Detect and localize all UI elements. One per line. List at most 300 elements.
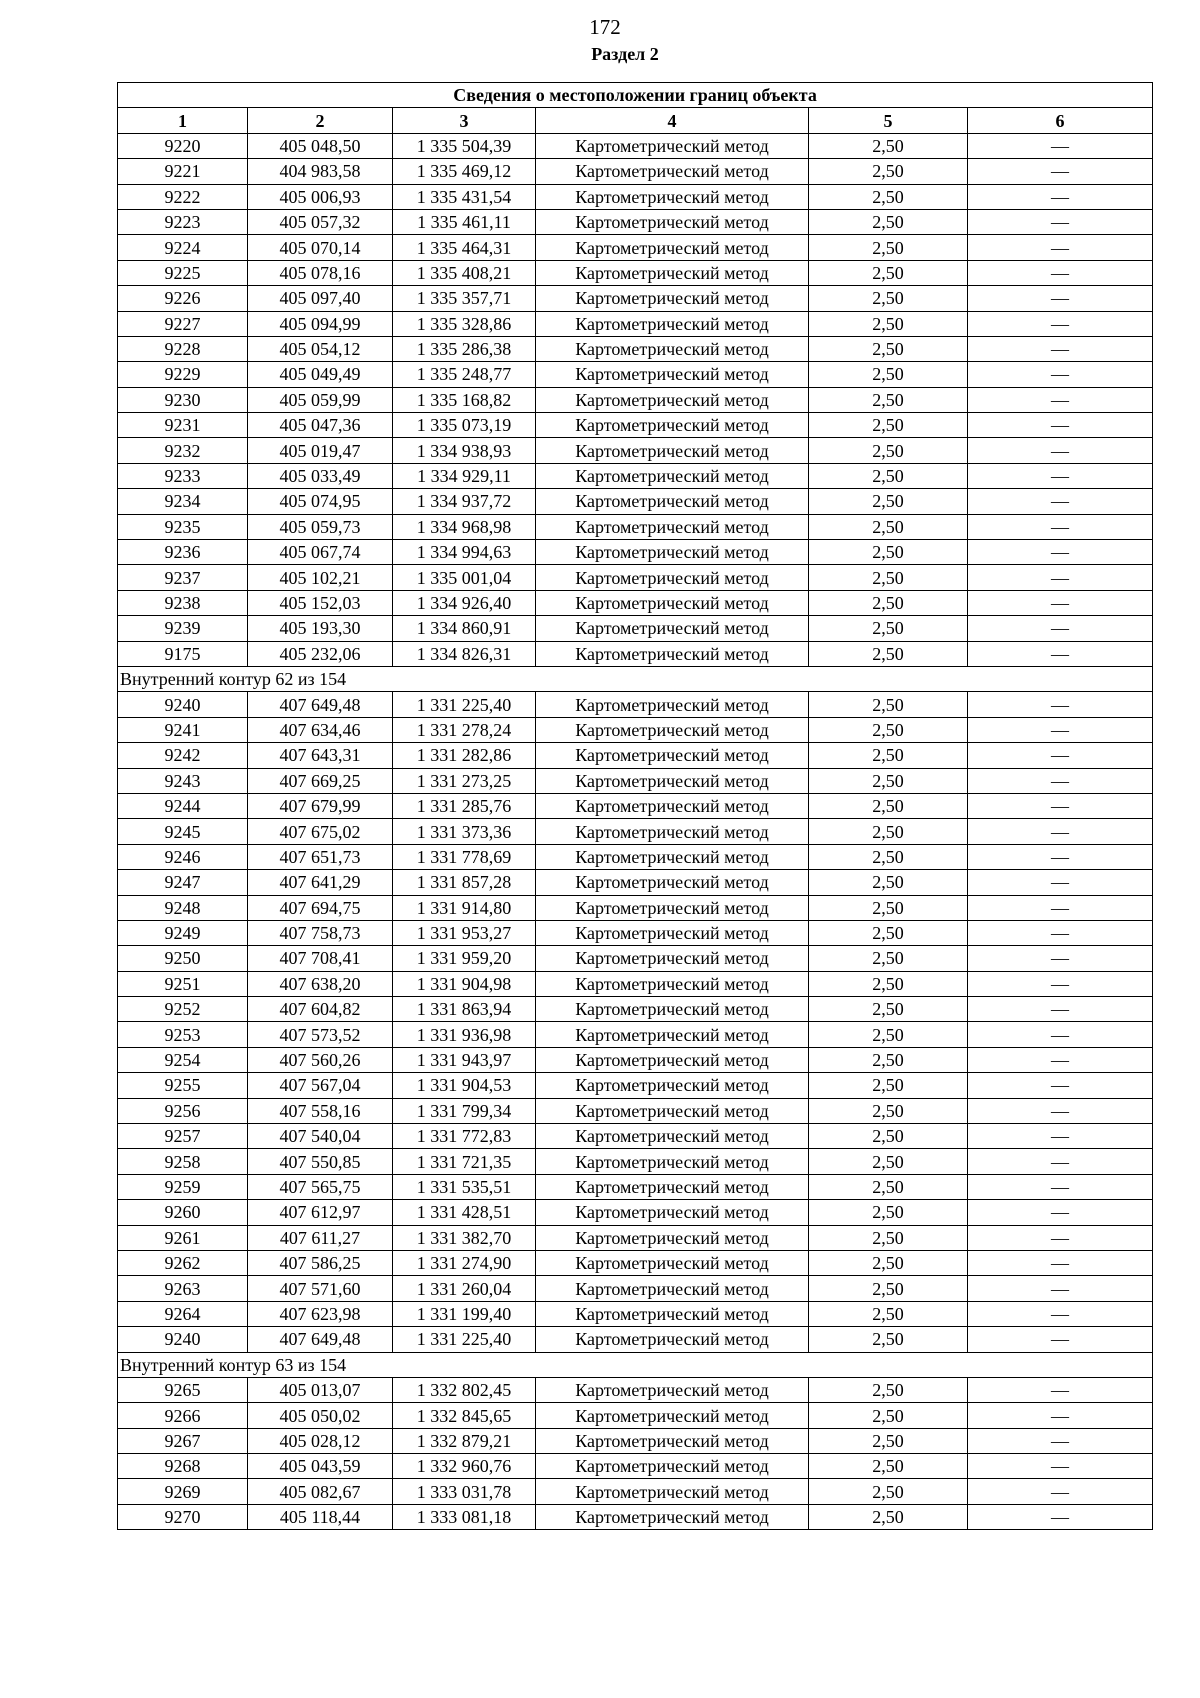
point-number-cell: 9237 xyxy=(118,565,248,590)
x-coordinate-cell: 405 074,95 xyxy=(248,489,393,514)
table-row xyxy=(118,590,1153,615)
point-number-cell: 9247 xyxy=(118,870,248,895)
y-coordinate-cell: 1 331 959,20 xyxy=(393,946,536,971)
description-cell: — xyxy=(968,870,1153,895)
table-row xyxy=(118,692,1153,717)
method-cell: Картометрический метод xyxy=(536,1225,809,1250)
method-cell: Картометрический метод xyxy=(536,260,809,285)
column-header: 3 xyxy=(393,108,536,133)
table-row xyxy=(118,286,1153,311)
point-number-cell: 9227 xyxy=(118,311,248,336)
description-cell: — xyxy=(968,463,1153,488)
point-number-cell: 9256 xyxy=(118,1098,248,1123)
point-number-cell: 9269 xyxy=(118,1479,248,1504)
page-number: 172 xyxy=(589,15,621,39)
method-cell: Картометрический метод xyxy=(536,743,809,768)
point-number-cell: 9250 xyxy=(118,946,248,971)
y-coordinate-cell: 1 331 936,98 xyxy=(393,1022,536,1047)
description-cell: — xyxy=(968,1428,1153,1453)
accuracy-cell: 2,50 xyxy=(809,1479,968,1504)
y-coordinate-cell: 1 331 274,90 xyxy=(393,1250,536,1275)
description-cell: — xyxy=(968,1504,1153,1529)
section-title: Раздел 2 xyxy=(591,44,659,64)
point-number-cell: 9245 xyxy=(118,819,248,844)
accuracy-cell: 2,50 xyxy=(809,895,968,920)
point-number-cell: 9223 xyxy=(118,209,248,234)
description-cell: — xyxy=(968,997,1153,1022)
table-row xyxy=(118,489,1153,514)
x-coordinate-cell: 405 097,40 xyxy=(248,286,393,311)
table-row xyxy=(118,1276,1153,1301)
accuracy-cell: 2,50 xyxy=(809,844,968,869)
point-number-cell: 9262 xyxy=(118,1250,248,1275)
x-coordinate-cell: 405 050,02 xyxy=(248,1403,393,1428)
table-row xyxy=(118,1454,1153,1479)
point-number-cell: 9267 xyxy=(118,1428,248,1453)
description-cell: — xyxy=(968,438,1153,463)
method-cell: Картометрический метод xyxy=(536,540,809,565)
x-coordinate-cell: 407 641,29 xyxy=(248,870,393,895)
table-row xyxy=(118,1225,1153,1250)
y-coordinate-cell: 1 335 168,82 xyxy=(393,387,536,412)
table-row xyxy=(118,336,1153,361)
description-cell: — xyxy=(968,819,1153,844)
table-row xyxy=(118,895,1153,920)
point-number-cell: 9239 xyxy=(118,616,248,641)
table-body xyxy=(118,133,1153,1529)
x-coordinate-cell: 407 638,20 xyxy=(248,971,393,996)
method-cell: Картометрический метод xyxy=(536,1377,809,1402)
table-row xyxy=(118,1327,1153,1352)
accuracy-cell: 2,50 xyxy=(809,1022,968,1047)
y-coordinate-cell: 1 332 845,65 xyxy=(393,1403,536,1428)
description-cell: — xyxy=(968,616,1153,641)
description-cell: — xyxy=(968,1047,1153,1072)
point-number-cell: 9226 xyxy=(118,286,248,311)
y-coordinate-cell: 1 331 535,51 xyxy=(393,1174,536,1199)
method-cell: Картометрический метод xyxy=(536,438,809,463)
description-cell: — xyxy=(968,920,1153,945)
description-cell: — xyxy=(968,793,1153,818)
accuracy-cell: 2,50 xyxy=(809,1250,968,1275)
y-coordinate-cell: 1 333 031,78 xyxy=(393,1479,536,1504)
accuracy-cell: 2,50 xyxy=(809,692,968,717)
point-number-cell: 9242 xyxy=(118,743,248,768)
accuracy-cell: 2,50 xyxy=(809,336,968,361)
accuracy-cell: 2,50 xyxy=(809,971,968,996)
description-cell: — xyxy=(968,1225,1153,1250)
y-coordinate-cell: 1 331 943,97 xyxy=(393,1047,536,1072)
x-coordinate-cell: 407 611,27 xyxy=(248,1225,393,1250)
y-coordinate-cell: 1 331 225,40 xyxy=(393,1327,536,1352)
y-coordinate-cell: 1 334 826,31 xyxy=(393,641,536,666)
point-number-cell: 9236 xyxy=(118,540,248,565)
method-cell: Картометрический метод xyxy=(536,311,809,336)
y-coordinate-cell: 1 331 282,86 xyxy=(393,743,536,768)
point-number-cell: 9234 xyxy=(118,489,248,514)
method-cell: Картометрический метод xyxy=(536,692,809,717)
table-row xyxy=(118,1479,1153,1504)
method-cell: Картометрический метод xyxy=(536,1098,809,1123)
y-coordinate-cell: 1 331 260,04 xyxy=(393,1276,536,1301)
point-number-cell: 9235 xyxy=(118,514,248,539)
method-cell: Картометрический метод xyxy=(536,1047,809,1072)
point-number-cell: 9261 xyxy=(118,1225,248,1250)
y-coordinate-cell: 1 331 863,94 xyxy=(393,997,536,1022)
description-cell: — xyxy=(968,590,1153,615)
table-row xyxy=(118,1124,1153,1149)
table-row xyxy=(118,793,1153,818)
point-number-cell: 9270 xyxy=(118,1504,248,1529)
x-coordinate-cell: 407 560,26 xyxy=(248,1047,393,1072)
x-coordinate-cell: 405 078,16 xyxy=(248,260,393,285)
description-cell: — xyxy=(968,1098,1153,1123)
table-header-row xyxy=(118,108,1153,133)
accuracy-cell: 2,50 xyxy=(809,413,968,438)
table-row xyxy=(118,616,1153,641)
description-cell: — xyxy=(968,1454,1153,1479)
table-row xyxy=(118,1403,1153,1428)
x-coordinate-cell: 405 070,14 xyxy=(248,235,393,260)
method-cell: Картометрический метод xyxy=(536,1403,809,1428)
x-coordinate-cell: 407 675,02 xyxy=(248,819,393,844)
table-caption-row xyxy=(118,83,1153,108)
table-row xyxy=(118,743,1153,768)
table-row xyxy=(118,184,1153,209)
point-number-cell: 9225 xyxy=(118,260,248,285)
description-cell: — xyxy=(968,1124,1153,1149)
accuracy-cell: 2,50 xyxy=(809,565,968,590)
method-cell: Картометрический метод xyxy=(536,489,809,514)
x-coordinate-cell: 405 232,06 xyxy=(248,641,393,666)
contour-label: Внутренний контур 63 из 154 xyxy=(118,1352,1153,1377)
point-number-cell: 9244 xyxy=(118,793,248,818)
description-cell: — xyxy=(968,1200,1153,1225)
description-cell: — xyxy=(968,844,1153,869)
accuracy-cell: 2,50 xyxy=(809,463,968,488)
method-cell: Картометрический метод xyxy=(536,565,809,590)
description-cell: — xyxy=(968,1073,1153,1098)
x-coordinate-cell: 407 565,75 xyxy=(248,1174,393,1199)
x-coordinate-cell: 405 028,12 xyxy=(248,1428,393,1453)
point-number-cell: 9249 xyxy=(118,920,248,945)
description-cell: — xyxy=(968,311,1153,336)
y-coordinate-cell: 1 333 081,18 xyxy=(393,1504,536,1529)
y-coordinate-cell: 1 331 904,53 xyxy=(393,1073,536,1098)
y-coordinate-cell: 1 334 937,72 xyxy=(393,489,536,514)
method-cell: Картометрический метод xyxy=(536,413,809,438)
description-cell: — xyxy=(968,1250,1153,1275)
point-number-cell: 9246 xyxy=(118,844,248,869)
column-header: 6 xyxy=(968,108,1153,133)
point-number-cell: 9238 xyxy=(118,590,248,615)
y-coordinate-cell: 1 332 960,76 xyxy=(393,1454,536,1479)
description-cell: — xyxy=(968,717,1153,742)
description-cell: — xyxy=(968,743,1153,768)
table-row xyxy=(118,920,1153,945)
method-cell: Картометрический метод xyxy=(536,1504,809,1529)
y-coordinate-cell: 1 331 953,27 xyxy=(393,920,536,945)
table-row xyxy=(118,413,1153,438)
y-coordinate-cell: 1 335 504,39 xyxy=(393,133,536,158)
y-coordinate-cell: 1 331 778,69 xyxy=(393,844,536,869)
contour-label: Внутренний контур 62 из 154 xyxy=(118,666,1153,691)
accuracy-cell: 2,50 xyxy=(809,616,968,641)
y-coordinate-cell: 1 335 464,31 xyxy=(393,235,536,260)
description-cell: — xyxy=(968,946,1153,971)
point-number-cell: 9222 xyxy=(118,184,248,209)
point-number-cell: 9264 xyxy=(118,1301,248,1326)
description-cell: — xyxy=(968,362,1153,387)
x-coordinate-cell: 407 540,04 xyxy=(248,1124,393,1149)
table-row xyxy=(118,1428,1153,1453)
method-cell: Картометрический метод xyxy=(536,590,809,615)
accuracy-cell: 2,50 xyxy=(809,438,968,463)
accuracy-cell: 2,50 xyxy=(809,362,968,387)
accuracy-cell: 2,50 xyxy=(809,159,968,184)
x-coordinate-cell: 405 059,73 xyxy=(248,514,393,539)
table-row xyxy=(118,387,1153,412)
x-coordinate-cell: 407 708,41 xyxy=(248,946,393,971)
table-row xyxy=(118,819,1153,844)
column-header: 5 xyxy=(809,108,968,133)
method-cell: Картометрический метод xyxy=(536,946,809,971)
method-cell: Картометрический метод xyxy=(536,793,809,818)
y-coordinate-cell: 1 335 461,11 xyxy=(393,209,536,234)
table-row xyxy=(118,997,1153,1022)
y-coordinate-cell: 1 331 721,35 xyxy=(393,1149,536,1174)
method-cell: Картометрический метод xyxy=(536,1200,809,1225)
accuracy-cell: 2,50 xyxy=(809,387,968,412)
x-coordinate-cell: 407 643,31 xyxy=(248,743,393,768)
method-cell: Картометрический метод xyxy=(536,1022,809,1047)
point-number-cell: 9258 xyxy=(118,1149,248,1174)
accuracy-cell: 2,50 xyxy=(809,743,968,768)
description-cell: — xyxy=(968,336,1153,361)
point-number-cell: 9220 xyxy=(118,133,248,158)
table-row xyxy=(118,1047,1153,1072)
y-coordinate-cell: 1 332 879,21 xyxy=(393,1428,536,1453)
table-row xyxy=(118,235,1153,260)
accuracy-cell: 2,50 xyxy=(809,946,968,971)
accuracy-cell: 2,50 xyxy=(809,997,968,1022)
method-cell: Картометрический метод xyxy=(536,463,809,488)
table-row xyxy=(118,1022,1153,1047)
accuracy-cell: 2,50 xyxy=(809,1073,968,1098)
point-number-cell: 9266 xyxy=(118,1403,248,1428)
y-coordinate-cell: 1 331 382,70 xyxy=(393,1225,536,1250)
method-cell: Картометрический метод xyxy=(536,514,809,539)
description-cell: — xyxy=(968,209,1153,234)
table-row xyxy=(118,971,1153,996)
table-row xyxy=(118,1098,1153,1123)
y-coordinate-cell: 1 335 001,04 xyxy=(393,565,536,590)
point-number-cell: 9231 xyxy=(118,413,248,438)
x-coordinate-cell: 407 758,73 xyxy=(248,920,393,945)
description-cell: — xyxy=(968,692,1153,717)
x-coordinate-cell: 405 006,93 xyxy=(248,184,393,209)
description-cell: — xyxy=(968,1327,1153,1352)
x-coordinate-cell: 407 550,85 xyxy=(248,1149,393,1174)
y-coordinate-cell: 1 334 994,63 xyxy=(393,540,536,565)
x-coordinate-cell: 407 623,98 xyxy=(248,1301,393,1326)
description-cell: — xyxy=(968,387,1153,412)
column-header: 4 xyxy=(536,108,809,133)
accuracy-cell: 2,50 xyxy=(809,793,968,818)
accuracy-cell: 2,50 xyxy=(809,209,968,234)
method-cell: Картометрический метод xyxy=(536,1454,809,1479)
y-coordinate-cell: 1 331 373,36 xyxy=(393,819,536,844)
column-header: 2 xyxy=(248,108,393,133)
y-coordinate-cell: 1 335 469,12 xyxy=(393,159,536,184)
description-cell: — xyxy=(968,184,1153,209)
point-number-cell: 9263 xyxy=(118,1276,248,1301)
method-cell: Картометрический метод xyxy=(536,1124,809,1149)
y-coordinate-cell: 1 335 328,86 xyxy=(393,311,536,336)
point-number-cell: 9254 xyxy=(118,1047,248,1072)
y-coordinate-cell: 1 331 904,98 xyxy=(393,971,536,996)
accuracy-cell: 2,50 xyxy=(809,1428,968,1453)
x-coordinate-cell: 405 043,59 xyxy=(248,1454,393,1479)
x-coordinate-cell: 407 634,46 xyxy=(248,717,393,742)
point-number-cell: 9268 xyxy=(118,1454,248,1479)
method-cell: Картометрический метод xyxy=(536,997,809,1022)
column-header: 1 xyxy=(118,108,248,133)
y-coordinate-cell: 1 331 273,25 xyxy=(393,768,536,793)
x-coordinate-cell: 407 669,25 xyxy=(248,768,393,793)
table-row xyxy=(118,1200,1153,1225)
description-cell: — xyxy=(968,1403,1153,1428)
method-cell: Картометрический метод xyxy=(536,1428,809,1453)
point-number-cell: 9253 xyxy=(118,1022,248,1047)
table-row xyxy=(118,311,1153,336)
method-cell: Картометрический метод xyxy=(536,717,809,742)
table-row xyxy=(118,463,1153,488)
description-cell: — xyxy=(968,1479,1153,1504)
table-row xyxy=(118,1250,1153,1275)
accuracy-cell: 2,50 xyxy=(809,717,968,742)
method-cell: Картометрический метод xyxy=(536,184,809,209)
y-coordinate-cell: 1 331 278,24 xyxy=(393,717,536,742)
x-coordinate-cell: 407 612,97 xyxy=(248,1200,393,1225)
method-cell: Картометрический метод xyxy=(536,870,809,895)
x-coordinate-cell: 407 651,73 xyxy=(248,844,393,869)
method-cell: Картометрический метод xyxy=(536,159,809,184)
method-cell: Картометрический метод xyxy=(536,920,809,945)
method-cell: Картометрический метод xyxy=(536,971,809,996)
point-number-cell: 9251 xyxy=(118,971,248,996)
description-cell: — xyxy=(968,159,1153,184)
table-row xyxy=(118,260,1153,285)
y-coordinate-cell: 1 335 357,71 xyxy=(393,286,536,311)
table-row xyxy=(118,717,1153,742)
table-row xyxy=(118,1301,1153,1326)
description-cell: — xyxy=(968,1377,1153,1402)
method-cell: Картометрический метод xyxy=(536,362,809,387)
x-coordinate-cell: 405 047,36 xyxy=(248,413,393,438)
method-cell: Картометрический метод xyxy=(536,641,809,666)
table-row xyxy=(118,159,1153,184)
table-row xyxy=(118,641,1153,666)
table-row xyxy=(118,870,1153,895)
x-coordinate-cell: 407 679,99 xyxy=(248,793,393,818)
accuracy-cell: 2,50 xyxy=(809,1047,968,1072)
coordinates-table xyxy=(117,82,1153,1530)
point-number-cell: 9224 xyxy=(118,235,248,260)
point-number-cell: 9252 xyxy=(118,997,248,1022)
y-coordinate-cell: 1 335 431,54 xyxy=(393,184,536,209)
point-number-cell: 9243 xyxy=(118,768,248,793)
table-row xyxy=(118,1174,1153,1199)
accuracy-cell: 2,50 xyxy=(809,1225,968,1250)
description-cell: — xyxy=(968,1149,1153,1174)
accuracy-cell: 2,50 xyxy=(809,1403,968,1428)
method-cell: Картометрический метод xyxy=(536,387,809,412)
x-coordinate-cell: 405 082,67 xyxy=(248,1479,393,1504)
y-coordinate-cell: 1 331 799,34 xyxy=(393,1098,536,1123)
accuracy-cell: 2,50 xyxy=(809,286,968,311)
y-coordinate-cell: 1 331 428,51 xyxy=(393,1200,536,1225)
x-coordinate-cell: 407 649,48 xyxy=(248,692,393,717)
point-number-cell: 9233 xyxy=(118,463,248,488)
method-cell: Картометрический метод xyxy=(536,616,809,641)
y-coordinate-cell: 1 331 772,83 xyxy=(393,1124,536,1149)
accuracy-cell: 2,50 xyxy=(809,768,968,793)
point-number-cell: 9228 xyxy=(118,336,248,361)
x-coordinate-cell: 405 067,74 xyxy=(248,540,393,565)
table-row xyxy=(118,362,1153,387)
accuracy-cell: 2,50 xyxy=(809,1454,968,1479)
accuracy-cell: 2,50 xyxy=(809,1124,968,1149)
x-coordinate-cell: 407 694,75 xyxy=(248,895,393,920)
method-cell: Картометрический метод xyxy=(536,895,809,920)
x-coordinate-cell: 405 057,32 xyxy=(248,209,393,234)
description-cell: — xyxy=(968,565,1153,590)
accuracy-cell: 2,50 xyxy=(809,260,968,285)
accuracy-cell: 2,50 xyxy=(809,1149,968,1174)
accuracy-cell: 2,50 xyxy=(809,1301,968,1326)
y-coordinate-cell: 1 335 408,21 xyxy=(393,260,536,285)
method-cell: Картометрический метод xyxy=(536,844,809,869)
y-coordinate-cell: 1 335 073,19 xyxy=(393,413,536,438)
y-coordinate-cell: 1 335 286,38 xyxy=(393,336,536,361)
point-number-cell: 9248 xyxy=(118,895,248,920)
contour-header-row xyxy=(118,666,1153,691)
accuracy-cell: 2,50 xyxy=(809,590,968,615)
x-coordinate-cell: 407 573,52 xyxy=(248,1022,393,1047)
y-coordinate-cell: 1 334 938,93 xyxy=(393,438,536,463)
y-coordinate-cell: 1 331 914,80 xyxy=(393,895,536,920)
x-coordinate-cell: 407 567,04 xyxy=(248,1073,393,1098)
description-cell: — xyxy=(968,540,1153,565)
description-cell: — xyxy=(968,768,1153,793)
table-row xyxy=(118,540,1153,565)
y-coordinate-cell: 1 331 225,40 xyxy=(393,692,536,717)
method-cell: Картометрический метод xyxy=(536,235,809,260)
description-cell: — xyxy=(968,1174,1153,1199)
method-cell: Картометрический метод xyxy=(536,1073,809,1098)
method-cell: Картометрический метод xyxy=(536,133,809,158)
point-number-cell: 9175 xyxy=(118,641,248,666)
x-coordinate-cell: 407 649,48 xyxy=(248,1327,393,1352)
x-coordinate-cell: 405 118,44 xyxy=(248,1504,393,1529)
table-row xyxy=(118,514,1153,539)
x-coordinate-cell: 407 571,60 xyxy=(248,1276,393,1301)
accuracy-cell: 2,50 xyxy=(809,1327,968,1352)
table-row xyxy=(118,1377,1153,1402)
y-coordinate-cell: 1 331 285,76 xyxy=(393,793,536,818)
description-cell: — xyxy=(968,133,1153,158)
